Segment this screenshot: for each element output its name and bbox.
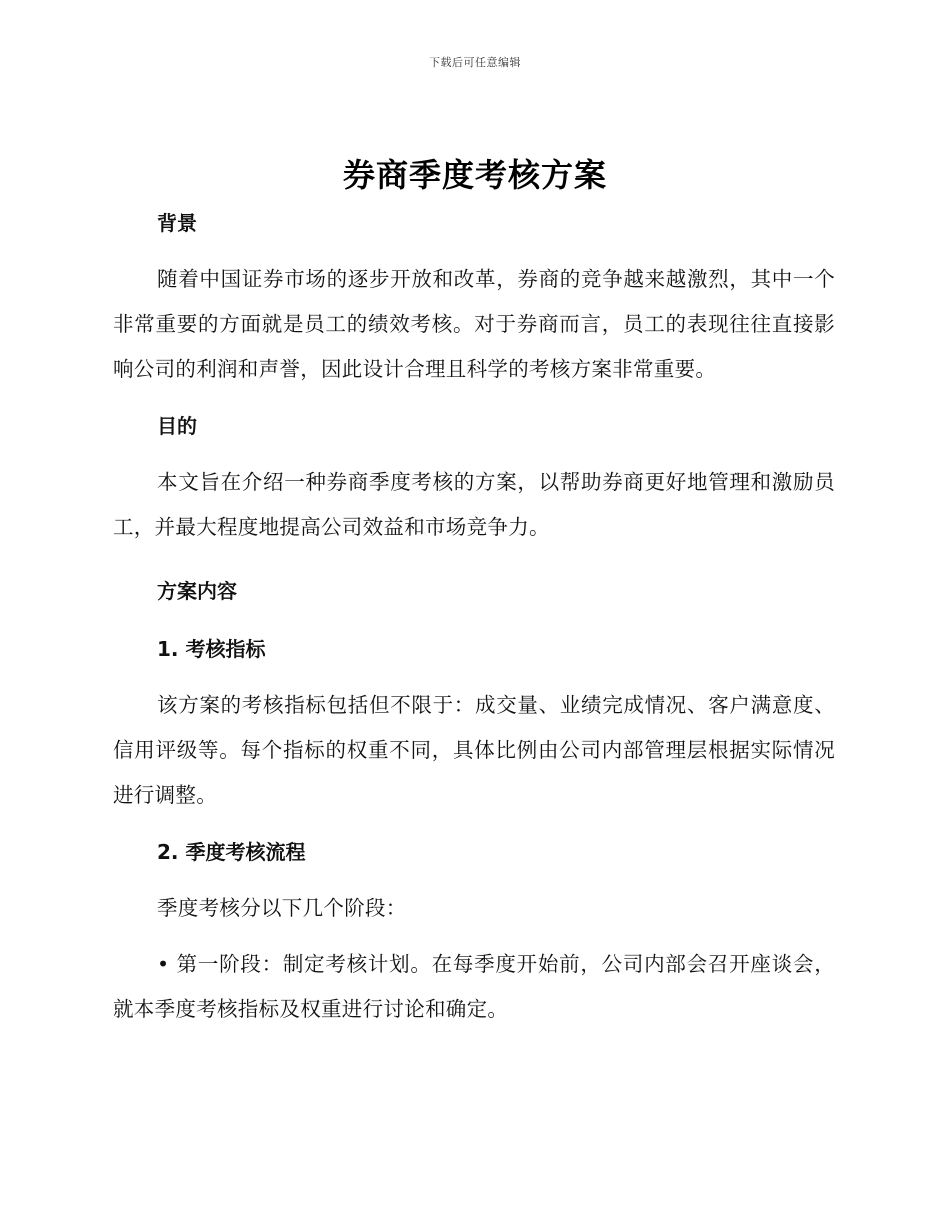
header-note: 下载后可任意编辑 xyxy=(429,56,521,69)
subsection-heading-process: 2. 季度考核流程 xyxy=(157,840,306,864)
section-heading-background: 背景 xyxy=(157,211,197,235)
document-title: 券商季度考核方案 xyxy=(342,156,607,194)
paragraph-process-intro: 季度考核分以下几个阶段： xyxy=(157,896,407,920)
section-heading-purpose: 目的 xyxy=(157,414,197,438)
paragraph-indicators: 该方案的考核指标包括但不限于：成交量、业绩完成情况、客户满意度、信用评级等。每个指标的权重不同，具体比例由公司内部管理层根据实际情况进行调整。 xyxy=(113,693,835,807)
section-heading-content: 方案内容 xyxy=(157,579,237,603)
paragraph-process-stage1: • 第一阶段：制定考核计划。在每季度开始前，公司内部会召开座谈会，就本季度考核指标及权重进行讨论和确定。 xyxy=(113,952,835,1021)
paragraph-background: 随着中国证券市场的逐步开放和改革，券商的竞争越来越激烈，其中一个非常重要的方面就是员工的绩效考核。对于券商而言，员工的表现往往直接影响公司的利润和声誉，因此设计合理且科学的考核方案非常重要。 xyxy=(113,267,835,381)
paragraph-purpose: 本文旨在介绍一种券商季度考核的方案，以帮助券商更好地管理和激励员工，并最大程度地提高公司效益和市场竞争力。 xyxy=(113,470,835,539)
subsection-heading-indicators: 1. 考核指标 xyxy=(157,637,266,661)
document-body xyxy=(113,206,835,1032)
